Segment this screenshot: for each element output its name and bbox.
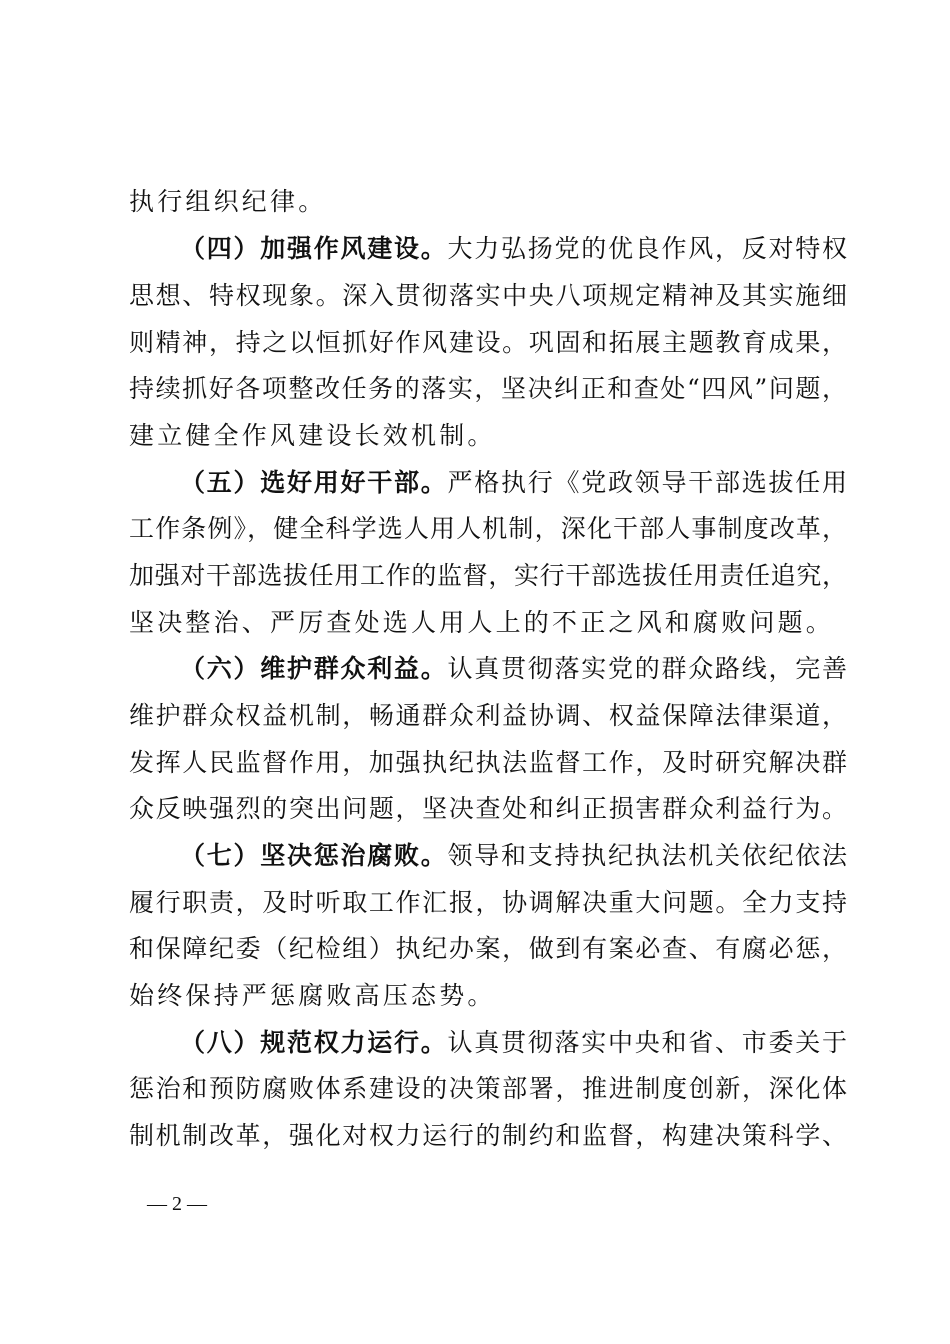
section-heading: （八）规范权力运行。 xyxy=(180,1028,448,1057)
text-line: 加强对干部选拔任用工作的监督，实行干部选拔任用责任追究， xyxy=(129,561,847,590)
text-line: 众反映强烈的突出问题，坚决查处和纠正损害群众利益行为。 xyxy=(129,794,847,823)
text-line: 执行组织纪律。 xyxy=(129,187,327,216)
text-line: 则精神，持之以恒抓好作风建设。巩固和拓展主题教育成果， xyxy=(129,328,847,357)
text-line: 始终保持严惩腐败高压态势。 xyxy=(129,981,496,1010)
text-line: 惩治和预防腐败体系建设的决策部署，推进制度创新，深化体 xyxy=(129,1074,847,1103)
section-heading: （六）维护群众利益。 xyxy=(180,654,448,683)
paragraph-start-line: （七）坚决惩治腐败。领导和支持执纪执法机关依纪依法 xyxy=(180,841,847,870)
text-line: 坚决整治、严厉查处选人用人上的不正之风和腐败问题。 xyxy=(129,608,835,637)
text-line: 持续抓好各项整改任务的落实，坚决纠正和查处“四风”问题， xyxy=(129,374,847,403)
text-line: 发挥人民监督作用，加强执纪执法监督工作，及时研究解决群 xyxy=(129,748,847,777)
text-line: 思想、特权现象。深入贯彻落实中央八项规定精神及其实施细 xyxy=(129,281,847,310)
section-heading: （四）加强作风建设。 xyxy=(180,234,448,263)
text-line: 制机制改革，强化对权力运行的制约和监督，构建决策科学、 xyxy=(129,1121,847,1150)
text-line: 履行职责，及时听取工作汇报，协调解决重大问题。全力支持 xyxy=(129,888,847,917)
text-line: 维护群众权益机制，畅通群众利益协调、权益保障法律渠道， xyxy=(129,701,847,730)
text-line: 工作条例》，健全科学选人用人机制，深化干部人事制度改革， xyxy=(129,514,847,543)
paragraph-start-line: （八）规范权力运行。认真贯彻落实中央和省、市委关于 xyxy=(180,1028,847,1057)
section-heading: （五）选好用好干部。 xyxy=(180,468,448,497)
paragraph-start-line: （六）维护群众利益。认真贯彻落实党的群众路线，完善 xyxy=(180,654,847,683)
paragraph-start-line: （四）加强作风建设。大力弘扬党的优良作风，反对特权 xyxy=(180,234,847,263)
page-number: — 2 — xyxy=(147,1193,207,1215)
paragraph-start-line: （五）选好用好干部。严格执行《党政领导干部选拔任用 xyxy=(180,468,847,497)
text-line: 建立健全作风建设长效机制。 xyxy=(129,421,496,450)
section-heading: （七）坚决惩治腐败。 xyxy=(180,841,448,870)
text-line: 和保障纪委（纪检组）执纪办案，做到有案必查、有腐必惩， xyxy=(129,934,847,963)
